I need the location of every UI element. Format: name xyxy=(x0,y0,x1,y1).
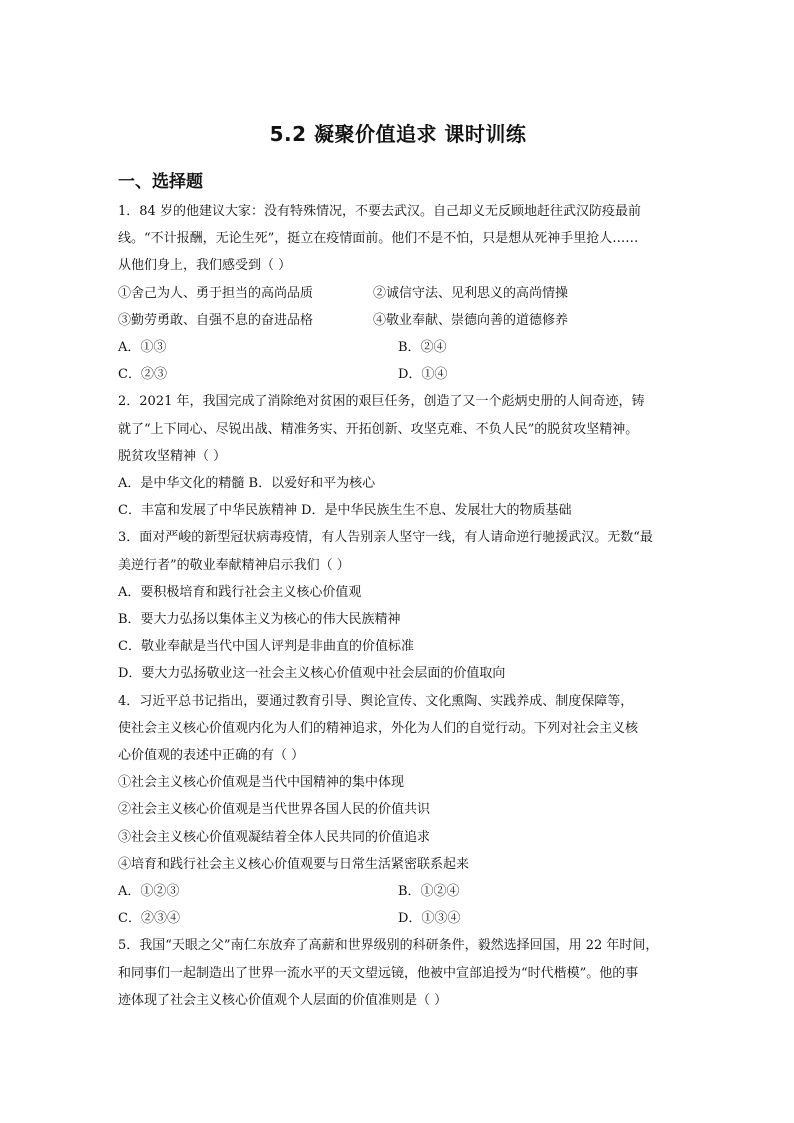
question-5 xyxy=(118,932,678,1014)
statement: ②诚信守法、见利思义的高尚情操 xyxy=(373,285,569,301)
option-row xyxy=(118,361,678,388)
option-d: D．要大力弘扬敬业这一社会主义核心价值观中社会层面的价值取向 xyxy=(118,666,506,682)
option-c: C．②③④ xyxy=(118,911,180,927)
option-a: A．①②③ xyxy=(118,884,180,900)
option-b: B．要大力弘扬以集体主义为核心的伟大民族精神 xyxy=(118,612,401,628)
document-page xyxy=(118,118,678,1014)
statement: ③勤劳勇敢、自强不息的奋进品格 xyxy=(118,312,314,328)
question-text-line: 线。“不计报酬，无论生死”，挺立在疫情面前。他们不是不怕，只是想从死神手里抢人…… xyxy=(118,231,639,247)
option-d: D．①③④ xyxy=(398,911,461,927)
statement: ②社会主义核心价值观是当代世界各国人民的价值共识 xyxy=(118,802,431,818)
option-a: A．①③ xyxy=(118,340,167,356)
question-text-line: 3．面对严峻的新型冠状病毒疫情，有人告别亲人坚守一线，有人请命逆行驰援武汉。无数“最 xyxy=(118,530,653,546)
statement-row xyxy=(118,307,678,334)
question-text-line: 使社会主义核心价值观内化为人们的精神追求，外化为人们的自觉行动。下列对社会主义核 xyxy=(118,720,639,736)
page-title: 5.2 凝聚价值追求 课时训练 xyxy=(269,122,527,146)
question-text-line: 和同事们一起制造出了世界一流水平的天文望远镜，他被中宣部追授为“时代楷模”。他的事 xyxy=(118,965,639,981)
question-text-line: 就了“上下同心、尽锐出战、精准务实、开拓创新、攻坚克难、不负人民”的脱贫攻坚精神。 xyxy=(118,421,639,437)
option-c: C．②③ xyxy=(118,367,167,383)
question-2 xyxy=(118,388,678,524)
question-4 xyxy=(118,688,678,933)
option-d: D．①④ xyxy=(398,367,448,383)
statement: ④敬业奉献、崇德向善的道德修养 xyxy=(373,312,569,328)
question-text-line: 从他们身上，我们感受到（ ） xyxy=(118,258,292,274)
question-text-line: 心价值观的表述中正确的有（ ） xyxy=(118,748,305,764)
section-heading: 一、选择题 xyxy=(118,172,203,192)
question-text-line: 脱贫攻坚精神（ ） xyxy=(118,448,227,464)
option-c: C．敬业奉献是当代中国人评判是非曲直的价值标准 xyxy=(118,639,414,655)
question-text-line: 2．2021 年，我国完成了消除绝对贫困的艰巨任务，创造了又一个彪炳史册的人间奇迹，铸 xyxy=(118,394,645,410)
statement: ①舍己为人、勇于担当的高尚品质 xyxy=(118,285,314,301)
option-line: C．丰富和发展了中华民族精神 D．是中华民族生生不息、发展壮大的物质基础 xyxy=(118,503,572,519)
statement: ③社会主义核心价值观凝结着全体人民共同的价值追求 xyxy=(118,829,431,845)
option-row xyxy=(118,334,678,361)
question-text-line: 迹体现了社会主义核心价值观个人层面的价值准则是（ ） xyxy=(118,992,448,1008)
option-row xyxy=(118,878,678,905)
question-text-line: 美逆行者”的敬业奉献精神启示我们（ ） xyxy=(118,557,350,573)
statement-row xyxy=(118,280,678,307)
option-b: B．②④ xyxy=(398,340,447,356)
statement: ①社会主义核心价值观是当代中国精神的集中体现 xyxy=(118,775,405,791)
statement: ④培育和践行社会主义核心价值观要与日常生活紧密联系起来 xyxy=(118,856,470,872)
question-text-line: 4．习近平总书记指出，要通过教育引导、舆论宣传、文化熏陶、实践养成、制度保障等， xyxy=(118,693,634,709)
option-b: B．①②④ xyxy=(398,884,460,900)
option-row xyxy=(118,905,678,932)
option-line: A．是中华文化的精髓 B．以爱好和平为核心 xyxy=(118,476,376,492)
question-3 xyxy=(118,524,678,687)
question-text-line: 1．84 岁的他建议大家：没有特殊情况，不要去武汉。自己却义无反顾地赶往武汉防疫最前 xyxy=(118,204,641,219)
option-a: A．要积极培育和践行社会主义核心价值观 xyxy=(118,584,362,600)
question-1 xyxy=(118,198,678,388)
question-text-line: 5．我国“天眼之父”南仁东放弃了高薪和世界级别的科研条件，毅然选择回国，用 22 年时间， xyxy=(118,938,659,954)
